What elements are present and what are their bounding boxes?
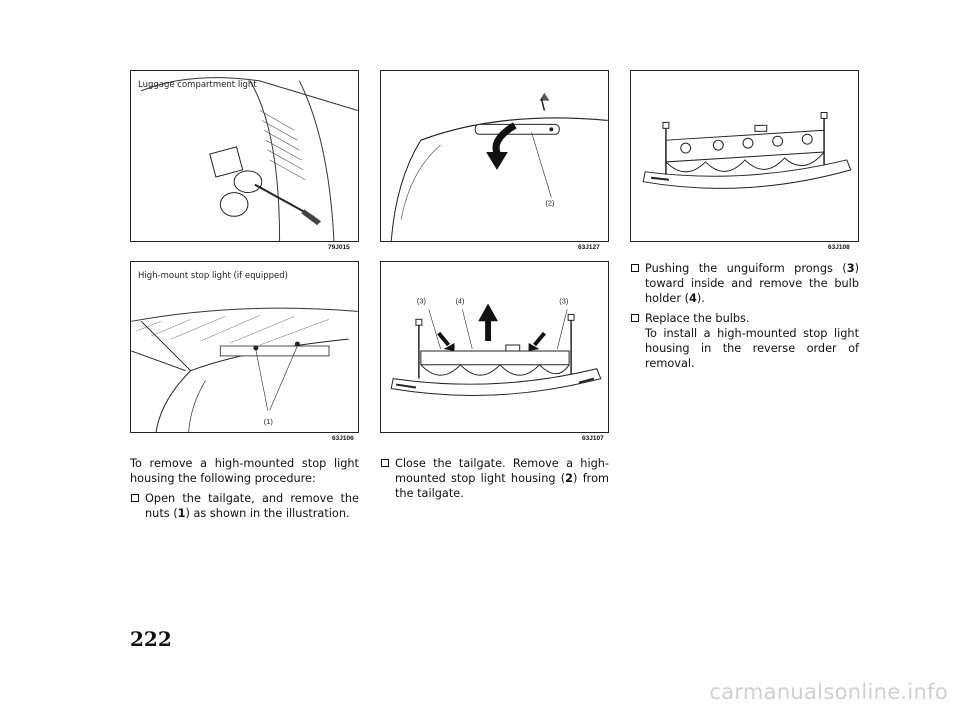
column-1-text [130,456,359,526]
intro-paragraph: To remove a high-mounted stop light housing the following procedure: [130,457,359,485]
figure-luggage-compartment-light [130,70,359,242]
bulb-holder-illustration [381,262,608,432]
callout-4: (4) [455,296,465,306]
figure-code: 63J107 [582,435,604,442]
watermark: carmanualsonline.info [709,680,948,704]
figure-code: 63J106 [332,435,354,442]
figure-housing-detail [630,70,859,242]
figure-tailgate-stop-light [380,70,609,242]
callout-3-left: (3) [416,296,426,306]
column-3-text [630,261,859,376]
luggage-light-illustration [131,71,358,241]
figure-caption: High-mount stop light (if equipped) [138,271,288,281]
figure-high-mount-stop-light [130,261,359,433]
figure-code: 63J127 [578,244,600,251]
figure-code: 63J108 [828,244,850,251]
bullet-push-prongs: Pushing the unguiform prongs (3) toward inside and remove the bulb holder (4). [630,261,859,306]
bullet-close-tailgate: Close the tailgate. Remove a high-mounted stop light housing (2) from the tailgate. [380,456,609,501]
high-mount-illustration [131,262,358,432]
column-2-text [380,456,609,506]
callout-2: (2) [545,198,555,208]
callout-3-right: (3) [559,296,569,306]
figure-caption: Luggage compartment light [138,80,257,90]
figure-code: 79J015 [328,244,350,251]
bullet-replace-bulbs: Replace the bulbs. To install a high-mounted stop light housing in the reverse order of removal. [630,311,859,371]
callout-1: (1) [263,417,273,427]
housing-detail-illustration [631,71,858,241]
figure-bulb-holder-removal [380,261,609,433]
bullet-open-tailgate: Open the tailgate, and remove the nuts (1) as shown in the illustration. [130,491,359,521]
page-number: 222 [130,627,172,651]
tailgate-illustration [381,71,608,241]
